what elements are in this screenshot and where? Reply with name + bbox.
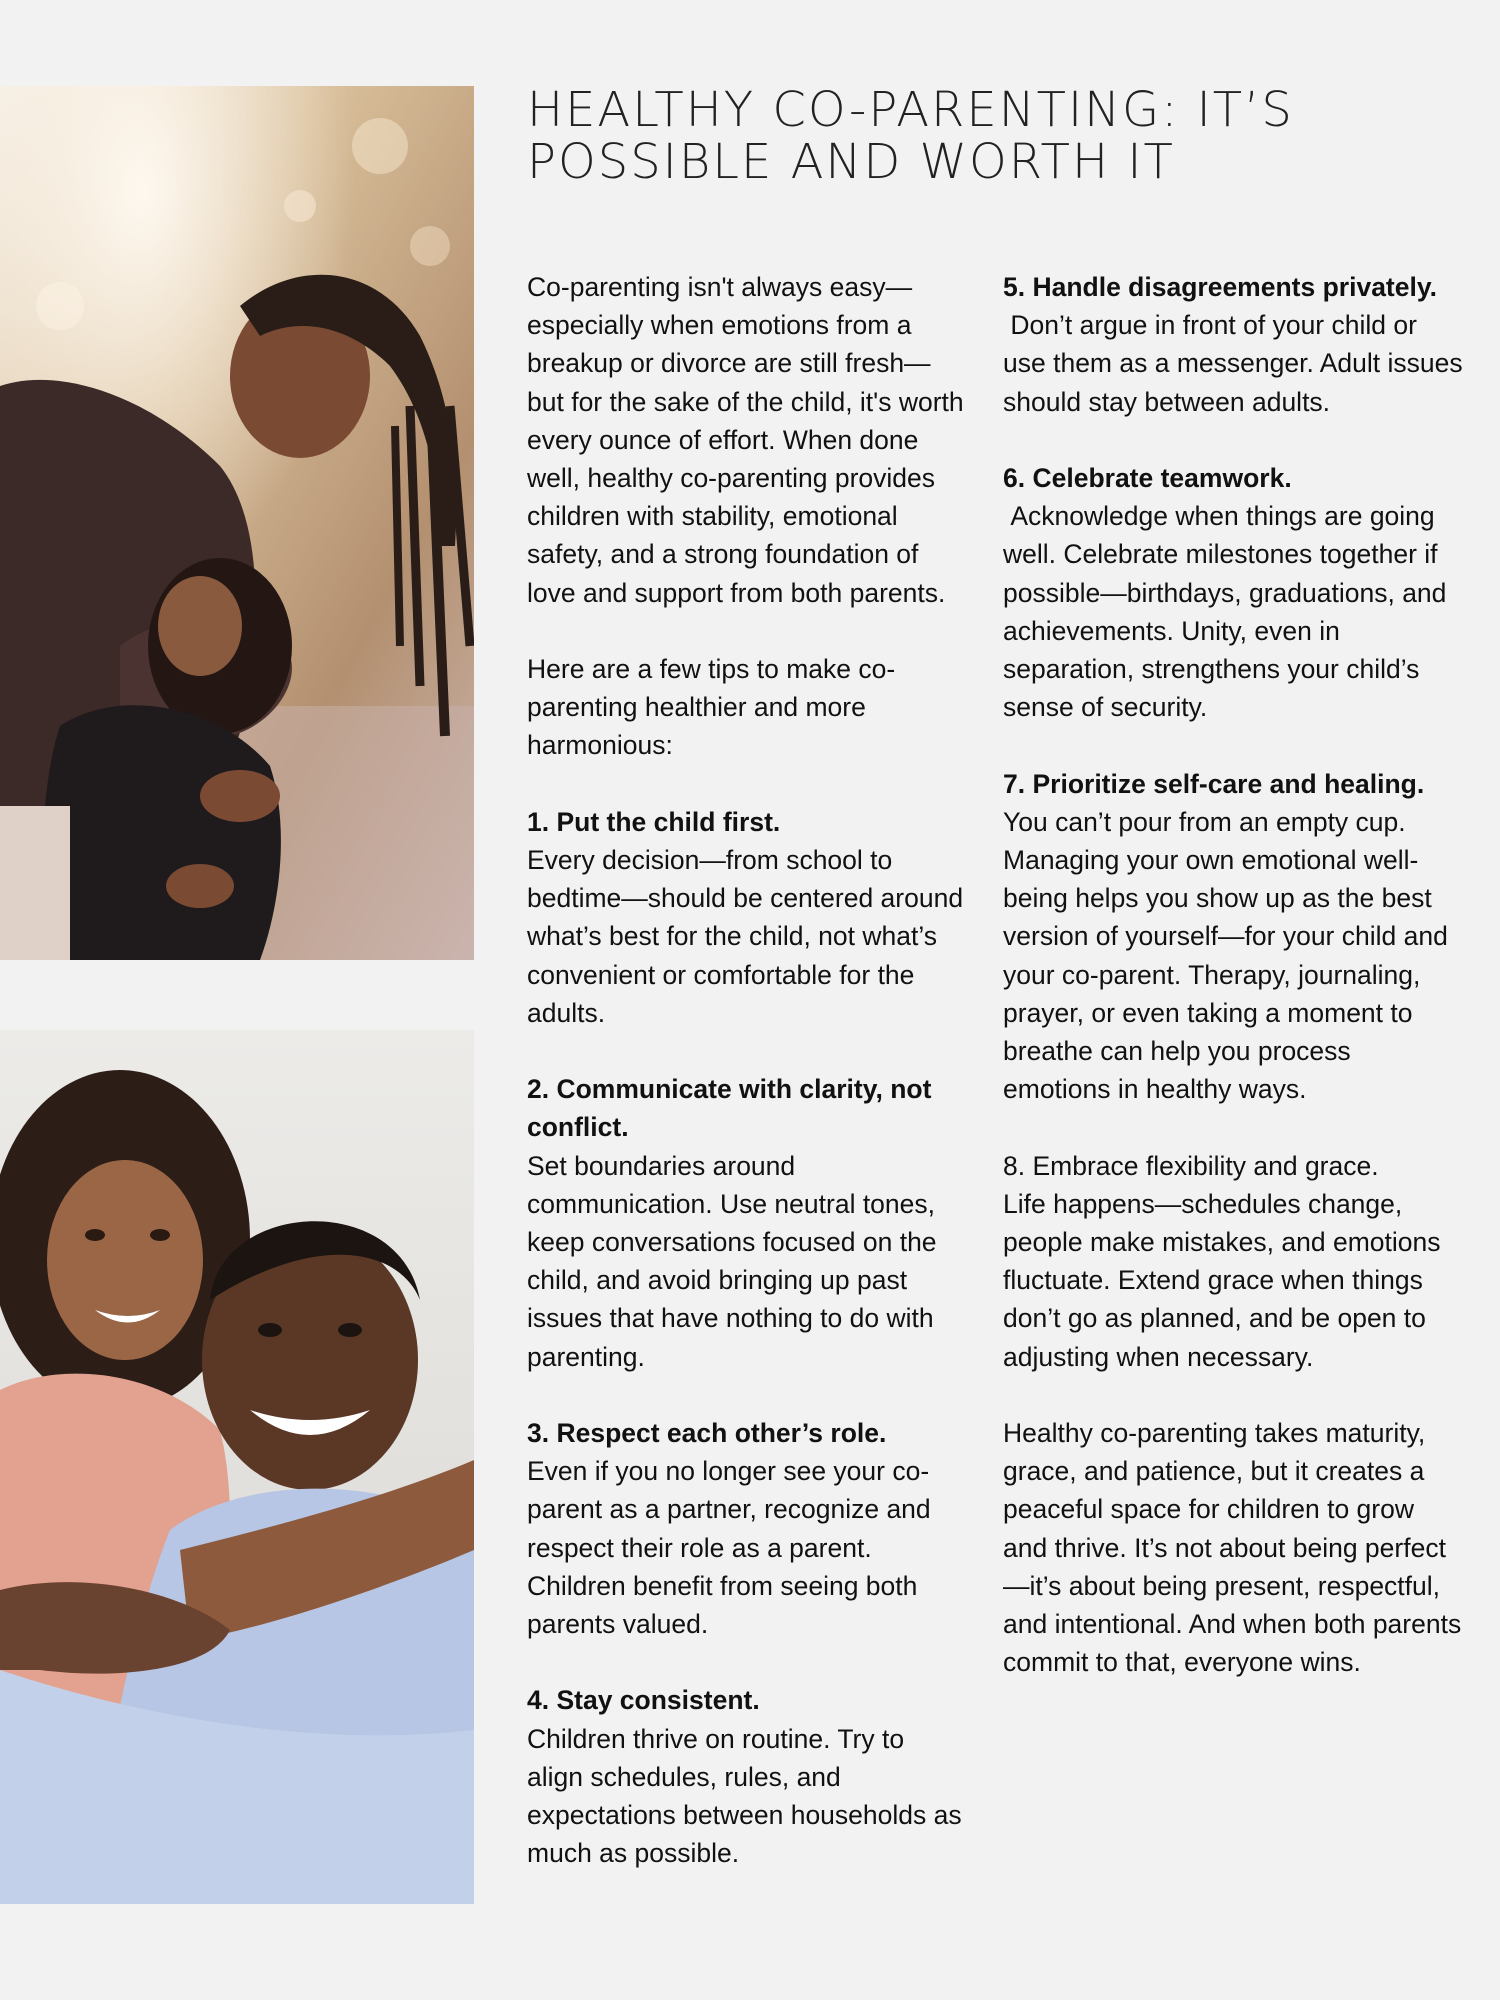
tip-4 bbox=[527, 1681, 967, 1872]
tip-7-body: You can’t pour from an empty cup. Managing your own emotional well-being helps you show up as the best version of yourself—for your child and your co-parent. Therapy, journaling, prayer, or even taking a moment to breathe can help you process emotions in healthy ways. bbox=[1003, 806, 1448, 1105]
page-title bbox=[527, 84, 1427, 188]
tip-1-heading: 1. Put the child first. bbox=[527, 806, 781, 837]
title-line-2: POSSIBLE AND WORTH IT bbox=[527, 134, 1175, 190]
tip-2-heading: 2. Communicate with clarity, not conflict. bbox=[527, 1074, 932, 1143]
tip-3 bbox=[527, 1414, 967, 1643]
intro-text: Co-parenting isn't always easy—especially when emotions from a breakup or divorce are still fresh—but for the sake of the child, it's worth every ounce of effort. When done well, healthy co-parenting provides children with stability, emotional safety, and a strong foundation of love and support from both parents. bbox=[527, 272, 964, 608]
tip-6-body: Acknowledge when things are going well. Celebrate milestones together if possible—birthdays, graduations, and achievements. Unity, even in separation, strengthens your child’s sense of security. bbox=[1003, 501, 1454, 723]
tip-7-heading: 7. Prioritize self-care and healing. bbox=[1003, 768, 1425, 799]
tip-6 bbox=[1003, 459, 1463, 726]
tip-5-heading: 5. Handle disagreements privately. bbox=[1003, 272, 1437, 302]
tip-4-body: Children thrive on routine. Try to align schedules, rules, and expectations between households as much as possible. bbox=[527, 1723, 962, 1869]
photo-mother-daughter-hug bbox=[0, 86, 474, 960]
tip-3-heading: 3. Respect each other’s role. bbox=[527, 1418, 887, 1449]
right-text-column bbox=[1003, 268, 1470, 1681]
tips-intro-text: Here are a few tips to make co-parenting healthier and more harmonious: bbox=[527, 654, 896, 761]
tip-8 bbox=[1003, 1147, 1463, 1376]
intro-paragraph bbox=[527, 268, 967, 612]
tip-1 bbox=[527, 803, 967, 1032]
tip-4-heading: 4. Stay consistent. bbox=[527, 1685, 760, 1716]
title-line-1: HEALTHY CO-PARENTING: IT’S bbox=[527, 82, 1294, 138]
photo-father-daughter-hug bbox=[0, 1030, 474, 1904]
tip-5 bbox=[1003, 268, 1470, 421]
tip-5-body: Don’t argue in front of your child or use them as a messenger. Adult issues should stay between adults. bbox=[1003, 310, 1470, 417]
tip-2-body: Set boundaries around communication. Use neutral tones, keep conversations focused on the child, and avoid bringing up past issues that have nothing to do with parenting. bbox=[527, 1150, 937, 1372]
tip-1-body: Every decision—from school to bedtime—should be centered around what’s best for the child, not what’s convenient or comfortable for the adults. bbox=[527, 845, 964, 1028]
tip-6-heading: 6. Celebrate teamwork. bbox=[1003, 463, 1292, 493]
tip-8-body: Life happens—schedules change, people make mistakes, and emotions fluctuate. Extend grace when things don’t go as planned, and be open to adjusting when necessary. bbox=[1003, 1188, 1441, 1372]
closing-paragraph bbox=[1003, 1414, 1463, 1681]
left-text-column bbox=[527, 268, 967, 1872]
tips-intro-paragraph bbox=[527, 650, 967, 765]
tip-3-body: Even if you no longer see your co-parent as a partner, recognize and respect their role as a parent. Children benefit from seeing both parents valued. bbox=[527, 1456, 931, 1640]
tip-2 bbox=[527, 1070, 967, 1376]
tip-8-heading: 8. Embrace flexibility and grace. bbox=[1003, 1150, 1379, 1181]
closing-text: Healthy co-parenting takes maturity, grace, and patience, but it creates a peaceful space for children to grow and thrive. It’s not about being perfect—it’s about being present, respectful, and intentional. And when both parents commit to that, everyone wins. bbox=[1003, 1418, 1462, 1678]
tip-7 bbox=[1003, 765, 1463, 1109]
